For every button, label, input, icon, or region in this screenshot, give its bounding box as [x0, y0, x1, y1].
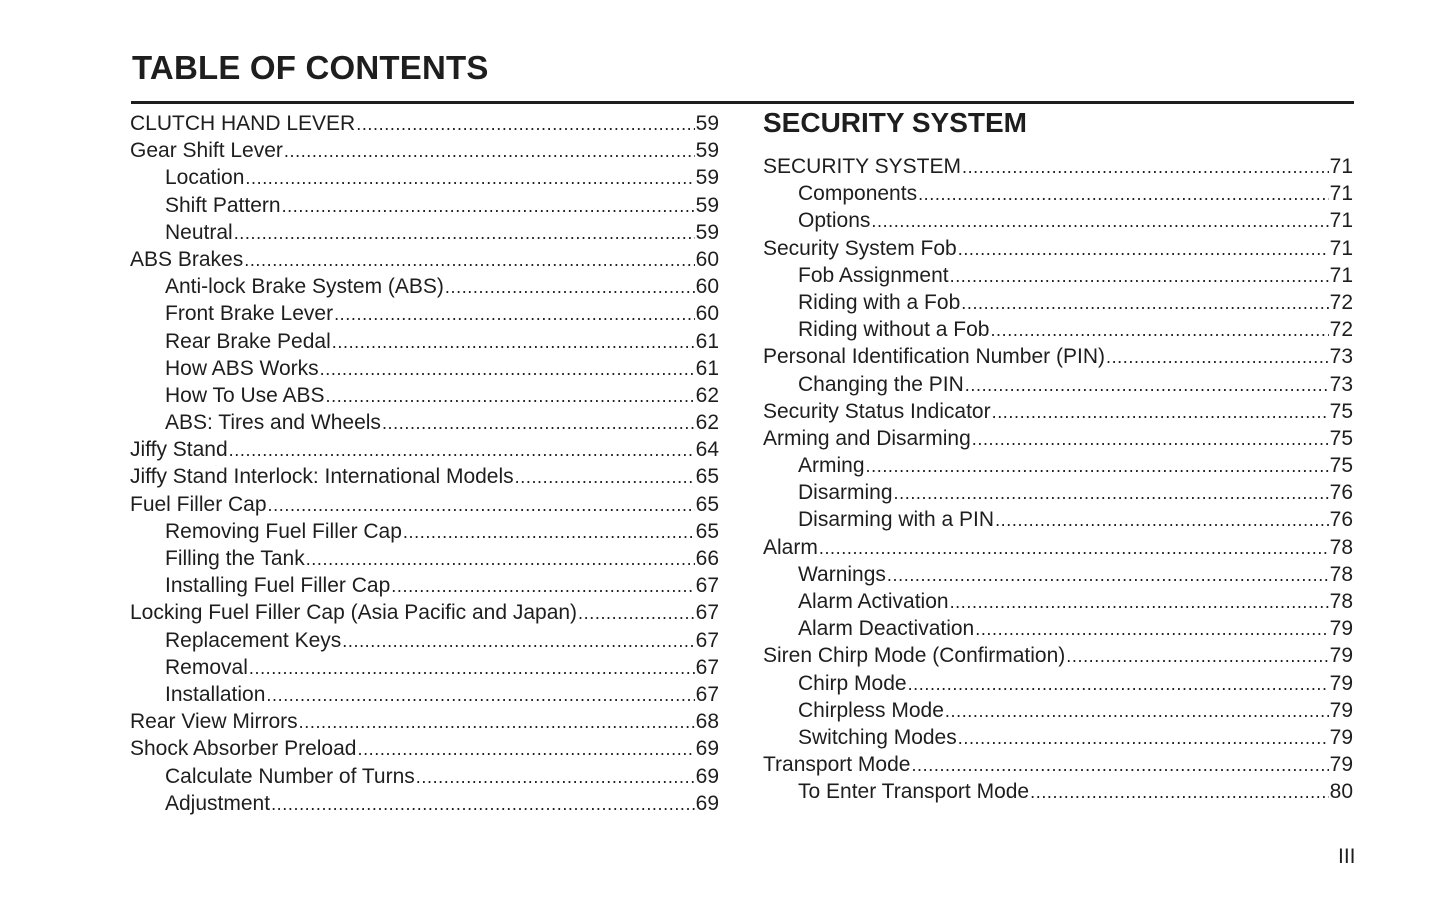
toc-entry-page: 71 [1329, 236, 1353, 260]
dot-leader [894, 479, 1329, 506]
dot-leader [958, 724, 1329, 751]
toc-entry[interactable] [763, 561, 1353, 588]
toc-entry-label: Chirp Mode [798, 671, 907, 695]
toc-entry-label: Jiffy Stand Interlock: International Models [130, 465, 514, 489]
toc-entry[interactable] [130, 246, 719, 273]
toc-entry[interactable] [130, 192, 719, 219]
dot-leader [299, 708, 695, 735]
toc-entry-page: 67 [695, 574, 719, 598]
dot-leader [249, 654, 695, 681]
toc-entry-label: Alarm Activation [798, 590, 949, 613]
toc-entry-label: Installing Fuel Filler Cap [165, 574, 391, 598]
toc-entry-label: SECURITY SYSTEM [763, 155, 961, 178]
toc-entry-page: 62 [695, 411, 719, 435]
toc-entry-label: Neutral [165, 220, 233, 244]
dot-leader [972, 425, 1329, 452]
toc-entry[interactable] [130, 463, 719, 490]
toc-entry[interactable] [130, 518, 719, 545]
toc-entry-page: 67 [695, 682, 719, 706]
toc-entry-page: 67 [695, 601, 719, 625]
dot-leader [284, 137, 695, 164]
toc-entry-page: 61 [695, 329, 719, 353]
toc-entry-page: 66 [695, 547, 719, 570]
toc-entry-label: Siren Chirp Mode (Confirmation) [763, 644, 1066, 668]
page-number: III [1338, 845, 1356, 868]
toc-entry-page: 59 [695, 112, 719, 135]
toc-entry-page: 60 [695, 302, 719, 326]
toc-entry[interactable] [130, 137, 719, 164]
dot-leader [245, 164, 694, 191]
toc-entry-page: 59 [695, 166, 719, 190]
dot-leader [961, 289, 1328, 316]
toc-entry[interactable] [763, 697, 1353, 724]
toc-entry-label: Disarming with a PIN [798, 508, 995, 532]
toc-entry[interactable] [130, 763, 719, 790]
dot-leader [342, 627, 694, 654]
toc-entry-page: 65 [695, 465, 719, 489]
toc-entry-label: Fob Assignment [798, 263, 949, 287]
toc-entry[interactable] [130, 300, 719, 327]
toc-entry-label: Alarm [763, 535, 818, 559]
toc-entry-page: 69 [695, 764, 719, 788]
toc-entry[interactable] [130, 110, 719, 137]
toc-entry-label: Options [798, 209, 871, 233]
toc-entry-label: Front Brake Lever [165, 302, 334, 326]
toc-entry[interactable] [763, 506, 1353, 533]
toc-entry[interactable] [763, 588, 1353, 615]
toc-entry-page: 76 [1329, 481, 1353, 505]
toc-entry-label: Components [798, 182, 918, 206]
dot-leader [918, 180, 1329, 207]
toc-entry[interactable] [130, 545, 719, 572]
toc-entry-page: 59 [695, 139, 719, 163]
dot-leader [908, 670, 1329, 697]
toc-entry-label: Personal Identification Number (PIN) [763, 345, 1105, 369]
toc-entry-page: 65 [695, 492, 719, 516]
toc-entry[interactable] [130, 164, 719, 191]
toc-entry-label: Riding without a Fob [798, 318, 990, 342]
dot-leader [578, 599, 695, 626]
toc-entry-page: 69 [695, 791, 719, 815]
toc-entry-page: 72 [1329, 318, 1353, 342]
dot-leader [887, 561, 1329, 588]
toc-entry-page: 71 [1329, 182, 1353, 206]
toc-entry-label: Rear View Mirrors [130, 710, 298, 734]
toc-entry-label: Shock Absorber Preload [130, 737, 357, 761]
toc-entry-label: To Enter Transport Mode [798, 780, 1030, 804]
toc-entry-page: 79 [1329, 671, 1353, 695]
toc-entry-page: 60 [695, 247, 719, 271]
toc-entry-page: 65 [695, 519, 719, 543]
toc-entry-label: Removal [165, 655, 248, 679]
toc-entry-label: Security Status Indicator [763, 399, 991, 423]
toc-entry-label: Arming and Disarming [763, 426, 971, 450]
toc-entry[interactable] [130, 735, 719, 762]
dot-leader [320, 355, 695, 382]
page-title: TABLE OF CONTENTS [132, 49, 489, 86]
toc-entry[interactable] [763, 642, 1353, 669]
toc-entry[interactable] [763, 670, 1353, 697]
toc-entry-label: Jiffy Stand [130, 438, 228, 462]
toc-entry-label: Security System Fob [763, 236, 957, 260]
toc-entry-label: Fuel Filler Cap [130, 492, 267, 516]
toc-entry[interactable] [130, 681, 719, 708]
toc-entry-label: Anti-lock Brake System (ABS) [165, 275, 444, 299]
dot-leader [416, 763, 695, 790]
toc-entry-label: Warnings [798, 562, 886, 586]
toc-entry-page: 69 [695, 737, 719, 761]
dot-leader [382, 409, 695, 436]
toc-entry[interactable] [763, 724, 1353, 751]
dot-leader [268, 491, 695, 518]
toc-left-column [130, 110, 719, 817]
dot-leader [326, 382, 695, 409]
toc-entry[interactable] [763, 751, 1353, 778]
dot-leader [950, 588, 1329, 615]
toc-entry-page: 78 [1329, 535, 1353, 559]
toc-entry-label: Chirpless Mode [798, 698, 944, 722]
toc-entry-label: Riding with a Fob [798, 290, 961, 314]
toc-entry[interactable] [130, 708, 719, 735]
toc-entry-page: 61 [695, 356, 719, 380]
toc-entry[interactable] [130, 273, 719, 300]
toc-list-right [763, 153, 1353, 806]
toc-entry-page: 75 [1329, 399, 1353, 423]
toc-entry-label: Calculate Number of Turns [165, 764, 415, 788]
toc-entry-label: ABS Brakes [130, 247, 244, 271]
toc-entry-page: 60 [695, 275, 719, 299]
toc-entry[interactable] [130, 627, 719, 654]
toc-entry-page: 80 [1329, 780, 1353, 804]
toc-entry-page: 79 [1329, 725, 1353, 749]
toc-entry[interactable] [763, 778, 1353, 805]
toc-entry[interactable] [763, 235, 1353, 262]
toc-entry-page: 79 [1329, 617, 1353, 641]
toc-entry[interactable] [130, 219, 719, 246]
toc-entry-label: Alarm Deactivation [798, 617, 975, 641]
toc-entry-label: Location [165, 166, 245, 190]
toc-entry-label: Shift Pattern [165, 193, 281, 217]
toc-entry-label: How To Use ABS [165, 383, 325, 407]
dot-leader [229, 436, 695, 463]
dot-leader [945, 697, 1329, 724]
toc-entry-page: 79 [1329, 753, 1353, 777]
toc-entry-page: 75 [1329, 454, 1353, 478]
toc-entry-page: 78 [1329, 562, 1353, 586]
toc-entry-label: Changing the PIN [798, 372, 964, 396]
toc-entry-label: Transport Mode [763, 753, 911, 777]
toc-entry[interactable] [763, 398, 1353, 425]
toc-entry-label: Replacement Keys [165, 628, 342, 652]
toc-entry-label: Gear Shift Lever [130, 139, 283, 163]
toc-entry[interactable] [130, 572, 719, 599]
dot-leader [306, 545, 695, 572]
dot-leader [1106, 343, 1329, 370]
dot-leader [871, 207, 1328, 234]
toc-entry[interactable] [763, 534, 1353, 561]
dot-leader [819, 534, 1329, 561]
toc-entry[interactable] [763, 371, 1353, 398]
toc-entry-page: 75 [1329, 426, 1353, 450]
toc-entry[interactable] [763, 425, 1353, 452]
dot-leader [403, 518, 695, 545]
toc-entry-label: Removing Fuel Filler Cap [165, 519, 402, 543]
dot-leader [975, 615, 1328, 642]
dot-leader [992, 398, 1329, 425]
toc-entry-page: 68 [695, 710, 719, 734]
toc-entry[interactable] [763, 479, 1353, 506]
toc-entry[interactable] [763, 615, 1353, 642]
toc-entry-label: How ABS Works [165, 356, 319, 380]
toc-entry[interactable] [763, 452, 1353, 479]
toc-entry-label: CLUTCH HAND LEVER [130, 112, 356, 135]
dot-leader [515, 463, 695, 490]
toc-entry[interactable] [763, 289, 1353, 316]
toc-entry-page: 73 [1329, 372, 1353, 396]
dot-leader [1066, 642, 1328, 669]
toc-entry[interactable] [130, 790, 719, 817]
toc-entry-label: Arming [798, 454, 865, 478]
toc-entry[interactable] [763, 180, 1353, 207]
toc-entry-page: 79 [1329, 698, 1353, 722]
dot-leader [965, 371, 1329, 398]
dot-leader [995, 506, 1329, 533]
toc-entry[interactable] [763, 153, 1353, 180]
toc-entry-page: 71 [1329, 155, 1353, 178]
toc-entry-page: 72 [1329, 290, 1353, 314]
toc-entry[interactable] [763, 207, 1353, 234]
toc-entry-page: 76 [1329, 508, 1353, 532]
dot-leader [234, 219, 695, 246]
toc-entry[interactable] [130, 409, 719, 436]
toc-entry-page: 62 [695, 383, 719, 407]
toc-entry[interactable] [130, 328, 719, 355]
toc-entry-page: 59 [695, 193, 719, 217]
toc-entry-page: 59 [695, 220, 719, 244]
toc-entry[interactable] [130, 382, 719, 409]
dot-leader [266, 681, 694, 708]
dot-leader [866, 452, 1329, 479]
toc-entry-label: ABS: Tires and Wheels [165, 411, 381, 435]
dot-leader [271, 790, 695, 817]
toc-entry[interactable] [130, 355, 719, 382]
toc-entry-label: Adjustment [165, 791, 271, 815]
toc-entry-label: Installation [165, 682, 266, 706]
dot-leader [958, 235, 1329, 262]
toc-entry[interactable] [130, 491, 719, 518]
section-heading: SECURITY SYSTEM [763, 107, 1027, 138]
toc-entry-label: Rear Brake Pedal [165, 329, 331, 353]
toc-entry[interactable] [130, 599, 719, 626]
dot-leader [990, 316, 1328, 343]
toc-entry[interactable] [130, 436, 719, 463]
toc-entry-page: 64 [695, 438, 719, 462]
dot-leader [911, 751, 1328, 778]
toc-entry-label: Locking Fuel Filler Cap (Asia Pacific and Japan) [130, 601, 578, 625]
dot-leader [244, 246, 694, 273]
toc-entry-label: Switching Modes [798, 725, 957, 749]
dot-leader [356, 110, 694, 137]
toc-entry-page: 78 [1329, 590, 1353, 613]
toc-entry-page: 71 [1329, 209, 1353, 233]
dot-leader [391, 572, 694, 599]
toc-right-column [763, 103, 1353, 806]
toc-entry-page: 67 [695, 628, 719, 652]
dot-leader [445, 273, 695, 300]
dot-leader [950, 262, 1329, 289]
toc-list-left [130, 110, 719, 817]
toc-entry-page: 73 [1329, 345, 1353, 369]
dot-leader [332, 328, 695, 355]
dot-leader [962, 153, 1329, 180]
dot-leader [357, 735, 694, 762]
toc-entry-label: Disarming [798, 481, 893, 505]
toc-entry[interactable] [763, 316, 1353, 343]
dot-leader [334, 300, 695, 327]
toc-entry[interactable] [763, 262, 1353, 289]
toc-entry-page: 67 [695, 655, 719, 679]
toc-entry-label: Filling the Tank [165, 547, 305, 570]
dot-leader [282, 192, 695, 219]
toc-entry-page: 71 [1329, 263, 1353, 287]
toc-entry-page: 79 [1329, 644, 1353, 668]
toc-entry[interactable] [130, 654, 719, 681]
toc-entry[interactable] [763, 343, 1353, 370]
dot-leader [1030, 778, 1329, 805]
